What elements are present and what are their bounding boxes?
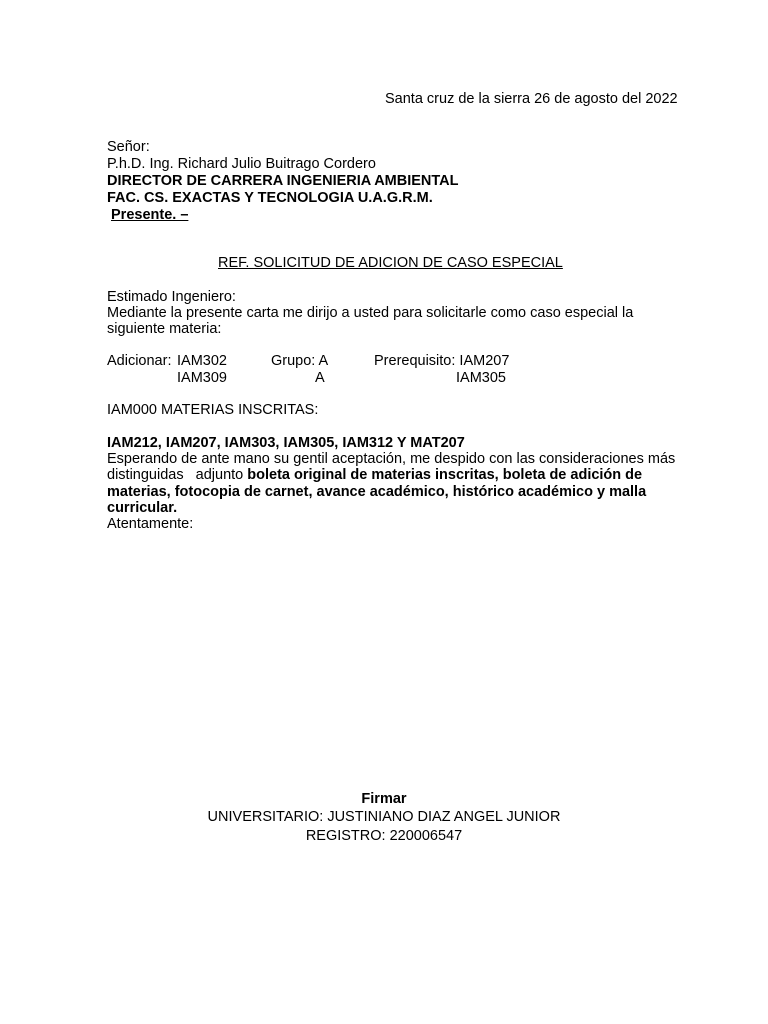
recipient-faculty: FAC. CS. EXACTAS Y TECNOLOGIA U.A.G.R.M. <box>107 190 433 206</box>
subject-group: A <box>315 370 325 386</box>
subject-prerequisite: Prerequisito: IAM207 <box>374 353 510 369</box>
subject-code: IAM309 <box>177 370 227 386</box>
closing-line-2-text: distinguidas adjunto <box>107 467 248 483</box>
recipient-name: P.h.D. Ing. Richard Julio Buitrago Cordero <box>107 156 376 172</box>
closing-line-3: materias, fotocopia de carnet, avance académico, histórico académico y malla <box>107 484 647 500</box>
closing-line-2-attachments: boleta original de materias inscritas, boleta de adición de <box>247 467 643 483</box>
registration-number: REGISTRO: 220006547 <box>305 828 463 844</box>
sign-label: Firmar <box>361 791 407 807</box>
add-label: Adicionar: <box>107 353 172 369</box>
date-line: Santa cruz de la sierra 26 de agosto del 2022 <box>385 91 678 107</box>
enrolled-heading: IAM000 MATERIAS INSCRITAS: <box>107 402 319 418</box>
closing-line-2 <box>107 467 642 484</box>
subject-group: Grupo: A <box>271 353 329 369</box>
subject-prerequisite: IAM305 <box>456 370 506 386</box>
subject-code: IAM302 <box>177 353 227 369</box>
presente-line: Presente. – <box>111 207 189 223</box>
recipient-position: DIRECTOR DE CARRERA INGENIERIA AMBIENTAL <box>107 173 459 189</box>
intro-line-2: siguiente materia: <box>107 321 222 337</box>
enrolled-list: IAM212, IAM207, IAM303, IAM305, IAM312 Y MAT207 <box>107 435 465 451</box>
greeting: Estimado Ingeniero: <box>107 289 236 305</box>
closing-line-1: Esperando de ante mano su gentil aceptación, me despido con las consideraciones más <box>107 451 676 467</box>
student-name: UNIVERSITARIO: JUSTINIANO DIAZ ANGEL JUNIOR <box>207 809 561 825</box>
closing-line-4: curricular. <box>107 500 178 516</box>
intro-line-1: Mediante la presente carta me dirijo a usted para solicitarle como caso especial la <box>107 305 634 321</box>
reference-line: REF. SOLICITUD DE ADICION DE CASO ESPECIAL <box>218 255 563 271</box>
recipient-salutation: Señor: <box>107 139 150 155</box>
regards: Atentamente: <box>107 516 194 532</box>
